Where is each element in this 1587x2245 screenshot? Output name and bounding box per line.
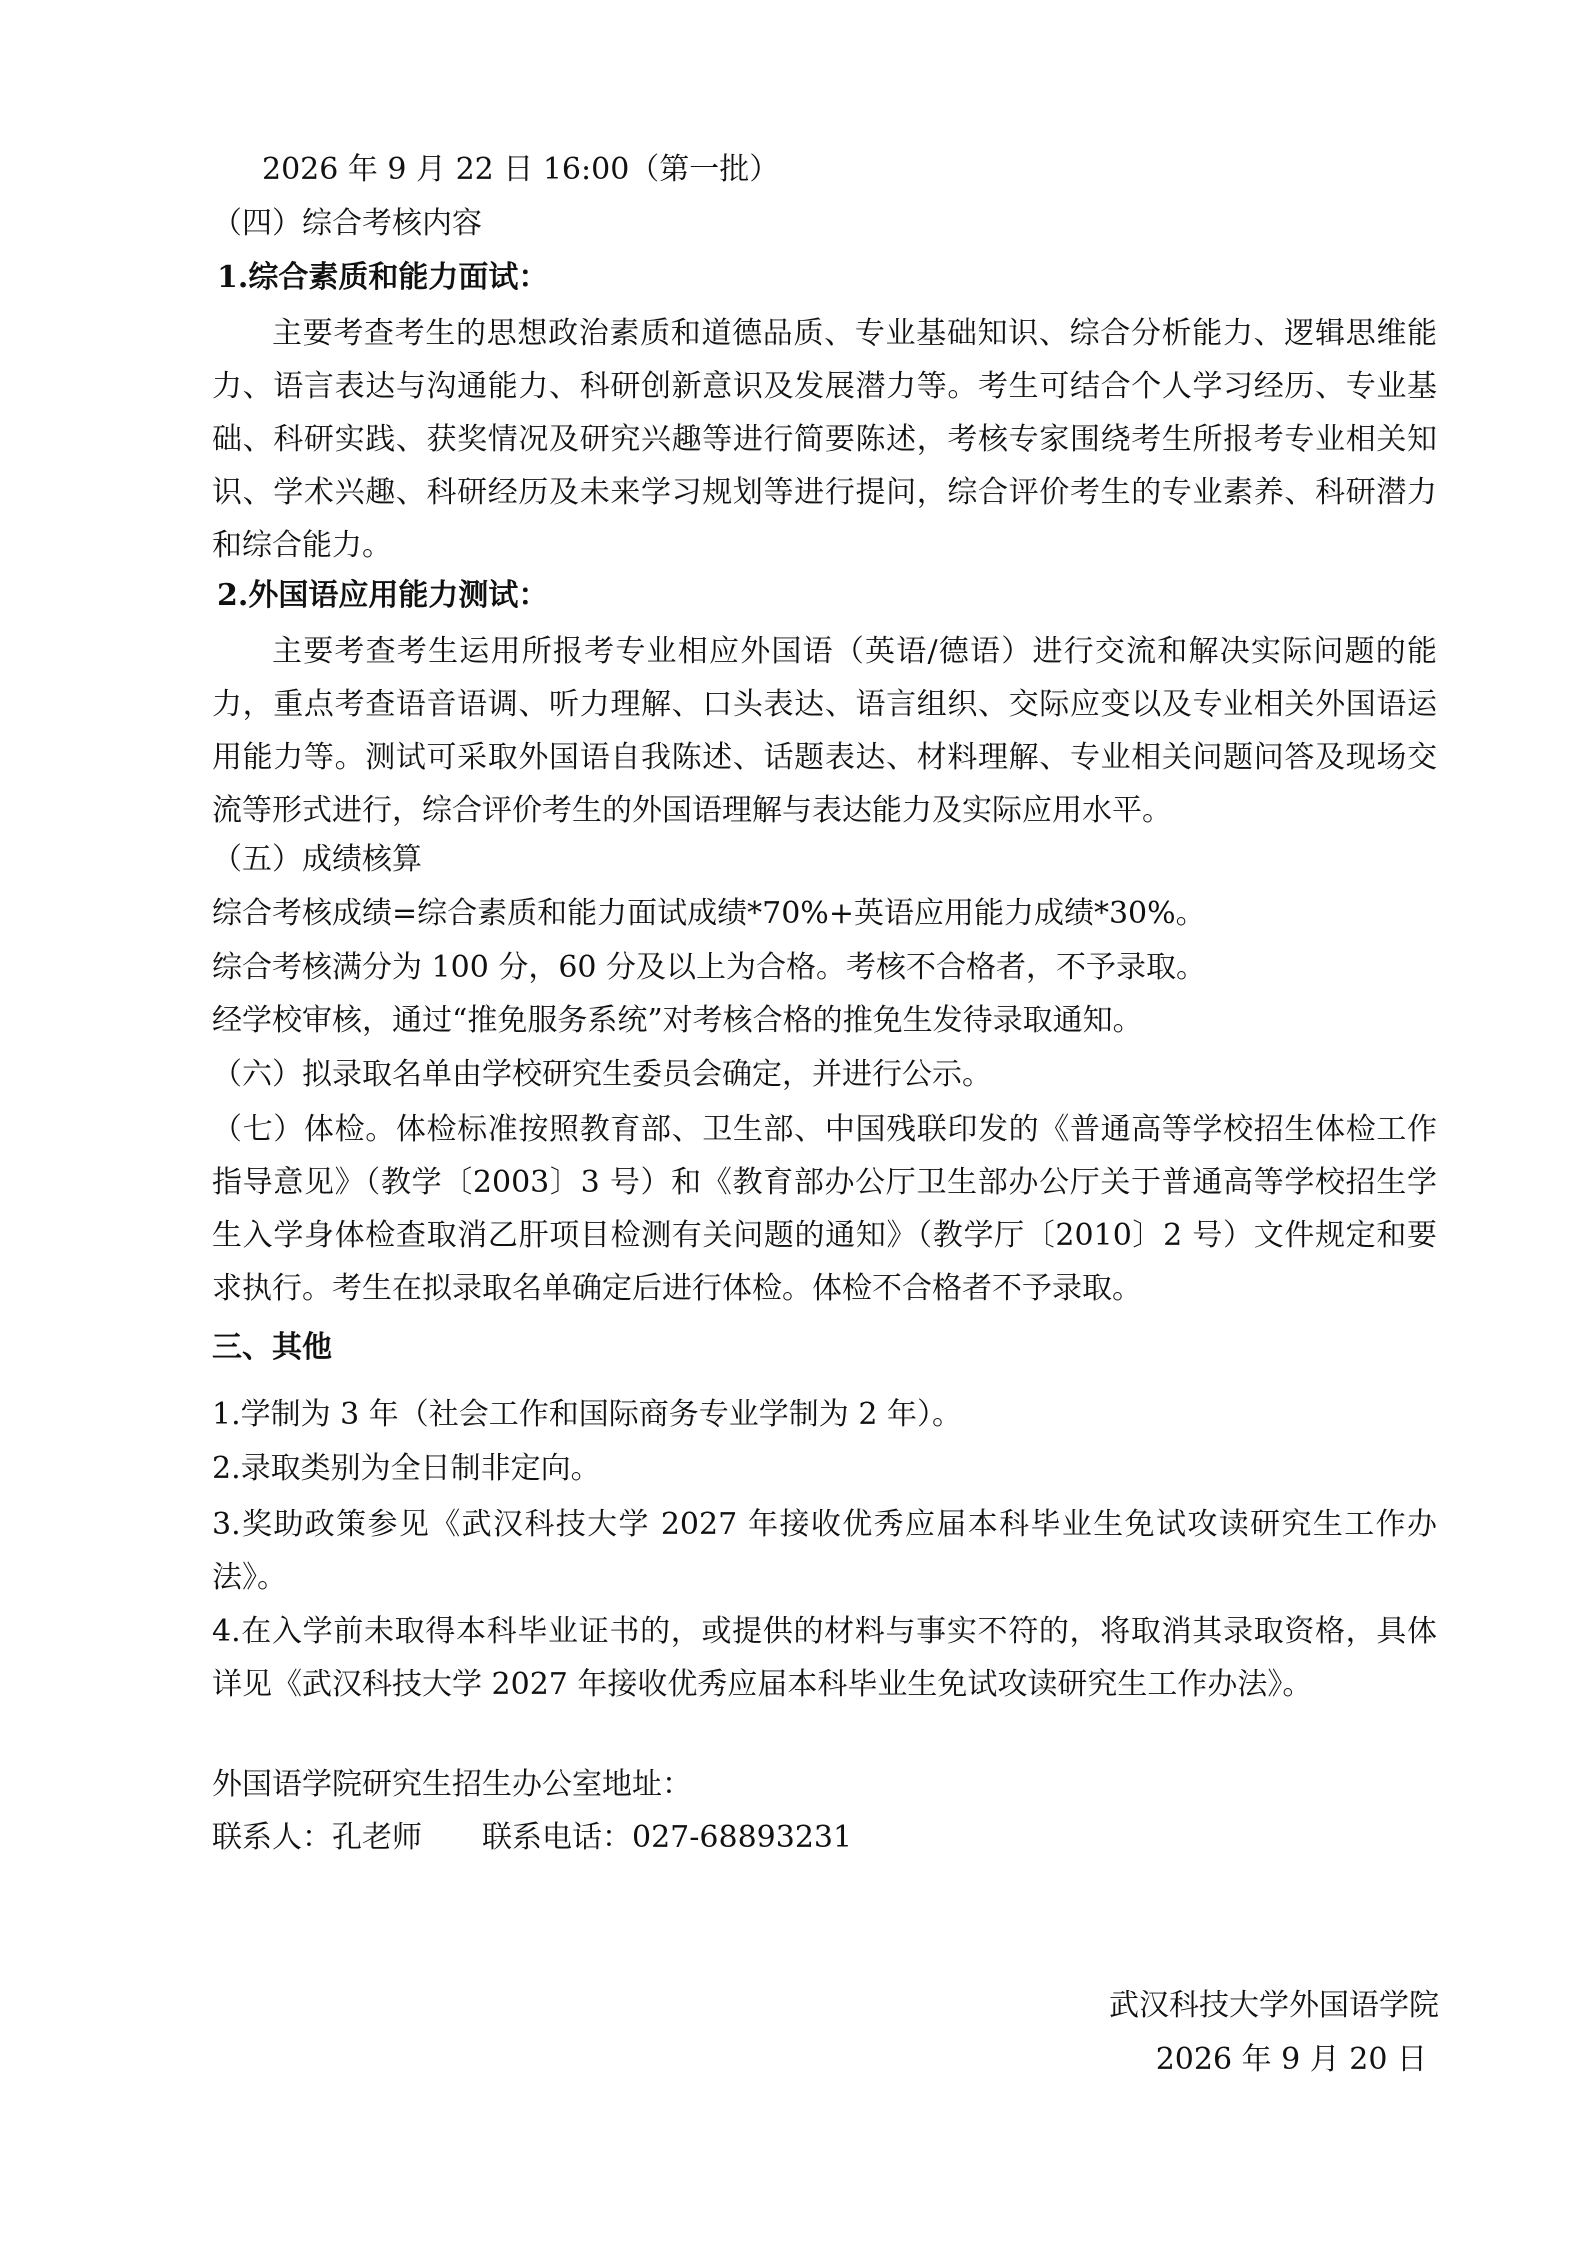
section-6: （六）拟录取名单由学校研究生委员会确定，并进行公示。: [212, 1057, 992, 1092]
contact-line: 联系人：孔老师 联系电话：027-68893231: [212, 1820, 853, 1855]
score-notice: 经学校审核，通过“推免服务系统”对考核合格的推免生发待录取通知。: [212, 1003, 1143, 1038]
schedule-line: 2026 年 9 月 22 日 16:00（第一批）: [262, 152, 780, 187]
office-address-label: 外国语学院研究生招生办公室地址：: [212, 1767, 692, 1802]
item-1-heading: 1.综合素质和能力面试：: [217, 260, 549, 295]
other-item-2: 2.录取类别为全日制非定向。: [212, 1451, 601, 1486]
item-2-heading: 2.外国语应用能力测试：: [217, 578, 549, 613]
score-pass-rule: 综合考核满分为 100 分，60 分及以上为合格。考核不合格者，不予录取。: [212, 950, 1207, 985]
section-4-heading: （四）综合考核内容: [212, 206, 482, 241]
section-7: （七）体检。体检标准按照教育部、卫生部、中国残联印发的《普通高等学校招生体检工作指导意见》（教学〔2003〕3 号）和《教育部办公厅卫生部办公厅关于普通高等学校招生学生入学身体检查取消乙肝项目检测有关问题的通知》（教学厅〔2010〕2 号）文件规定和要求执行。考生在拟录取名单确定后进行体检。体检不合格者不予录取。: [212, 1112, 1437, 1306]
signature-date: 2026 年 9 月 20 日: [1155, 2042, 1427, 2077]
signature-organization: 武汉科技大学外国语学院: [1109, 1988, 1439, 2023]
other-item-4: 4.在入学前未取得本科毕业证书的，或提供的材料与事实不符的，将取消其录取资格，具体详见《武汉科技大学 2027 年接收优秀应届本科毕业生免试攻读研究生工作办法》。: [212, 1614, 1437, 1702]
other-item-3: 3.奖助政策参见《武汉科技大学 2027 年接收优秀应届本科毕业生免试攻读研究生工作办法》。: [212, 1507, 1437, 1595]
section-5-heading: （五）成绩核算: [212, 842, 422, 877]
item-1-body: 主要考查考生的思想政治素质和道德品质、专业基础知识、综合分析能力、逻辑思维能力、语言表达与沟通能力、科研创新意识及发展潜力等。考生可结合个人学习经历、专业基础、科研实践、获奖情况及研究兴趣等进行简要陈述，考核专家围绕考生所报考专业相关知识、学术兴趣、科研经历及未来学习规划等进行提问，综合评价考生的专业素养、科研潜力和综合能力。: [212, 316, 1437, 563]
other-item-1: 1.学制为 3 年（社会工作和国际商务专业学制为 2 年）。: [212, 1397, 962, 1432]
part-3-heading: 三、其他: [212, 1330, 332, 1365]
item-2-body: 主要考查考生运用所报考专业相应外国语（英语/德语）进行交流和解决实际问题的能力，重点考查语音语调、听力理解、口头表达、语言组织、交际应变以及专业相关外国语运用能力等。测试可采取外国语自我陈述、话题表达、材料理解、专业相关问题问答及现场交流等形式进行，综合评价考生的外国语理解与表达能力及实际应用水平。: [212, 634, 1437, 828]
score-formula: 综合考核成绩=综合素质和能力面试成绩*70%+英语应用能力成绩*30%。: [212, 896, 1206, 931]
